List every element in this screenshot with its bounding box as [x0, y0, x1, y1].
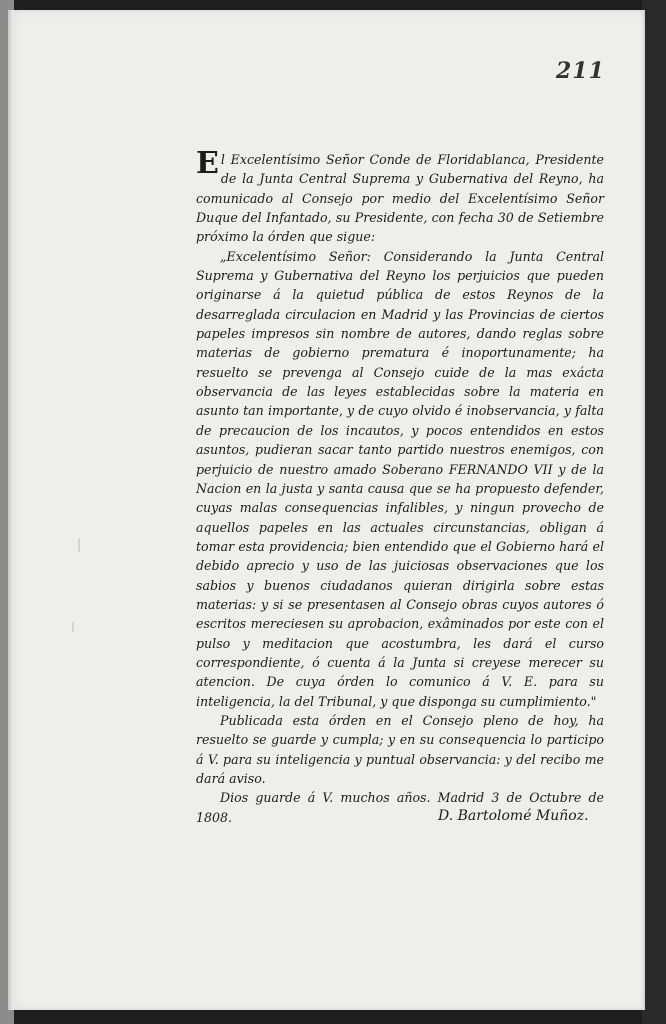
document-body — [196, 146, 604, 827]
ink-blemish — [78, 538, 80, 552]
paragraph-resolution: Publicada esta órden en el Consejo pleno de hoy, ha resuelto se guarde y cumpla; y en su consequencia lo participo á V. para su inteligencia y puntual observancia: y del recibo me dará aviso. — [196, 712, 604, 786]
paragraph-order: „Excelentísimo Señor: Considerando la Junta Central Suprema y Gubernativa del Reyno los perjuicios que pueden originarse á la quietud pública de estos Reynos de la desarreglada circulacion en Madrid y las Provincias de ciertos papeles impresos sin nombre de autores, dando reglas sobre materias de gobierno prematura é inoportunamente; ha resuelto se prevenga al Consejo cuide de la mas exácta observancia de las leyes establecidas sobre la materia en asunto tan importante, y de cuyo olvido é inobservancia, y falta de precaucion de los incautos, y pocos entendidos en estos asuntos, pudieran sacar tanto partido nuestros enemigos, con perjuicio de nuestro amado Soberano FERNANDO VII y de la Nacion en la justa y santa causa que se ha propuesto defender, cuyas malas consequencias infalibles, y ningun provecho de aquellos papeles en las actuales circunstancias, obligan á tomar esta providencia; bien entendido que el Gobierno hará el debido aprecio y uso de las juiciosas observaciones que los sabios y buenos ciudadanos quieran dirigirla sobre estas materias: y si se presentasen al Consejo obras cuyos autores ó escritos mereciesen su aprobacion, exâminados por este con el pulso y meditacion que acostumbra, les dará el curso correspondiente, ó cuenta á la Junta si creyese merecer su atencion. De cuya órden lo comunico á V. E. para su inteligencia, la del Tribunal, y que disponga su cumplimiento." — [196, 248, 604, 709]
paragraph-intro — [196, 146, 604, 247]
scan-background-right — [642, 0, 666, 1024]
document-page — [8, 10, 645, 1010]
folio-number: 211 — [556, 58, 605, 84]
paragraph-intro-text: l Excelentísimo Señor Conde de Floridablanca, Presidente de la Junta Central Suprema y Gubernativa del Reyno, ha comunicado al Consejo por medio del Excelentísimo Señor Duque del Infantado, su Presidente, con fecha 30 de Setiembre próximo la órden que sigue: — [196, 152, 604, 245]
page-spine-shadow — [8, 10, 14, 1010]
ink-blemish — [72, 622, 74, 632]
paragraph-closing: Dios guarde á V. muchos años. Madrid 3 de Octubre de 1808. — [196, 790, 604, 825]
signature: D. Bartolomé Muñoz. — [438, 808, 589, 824]
drop-cap: E — [196, 146, 219, 181]
